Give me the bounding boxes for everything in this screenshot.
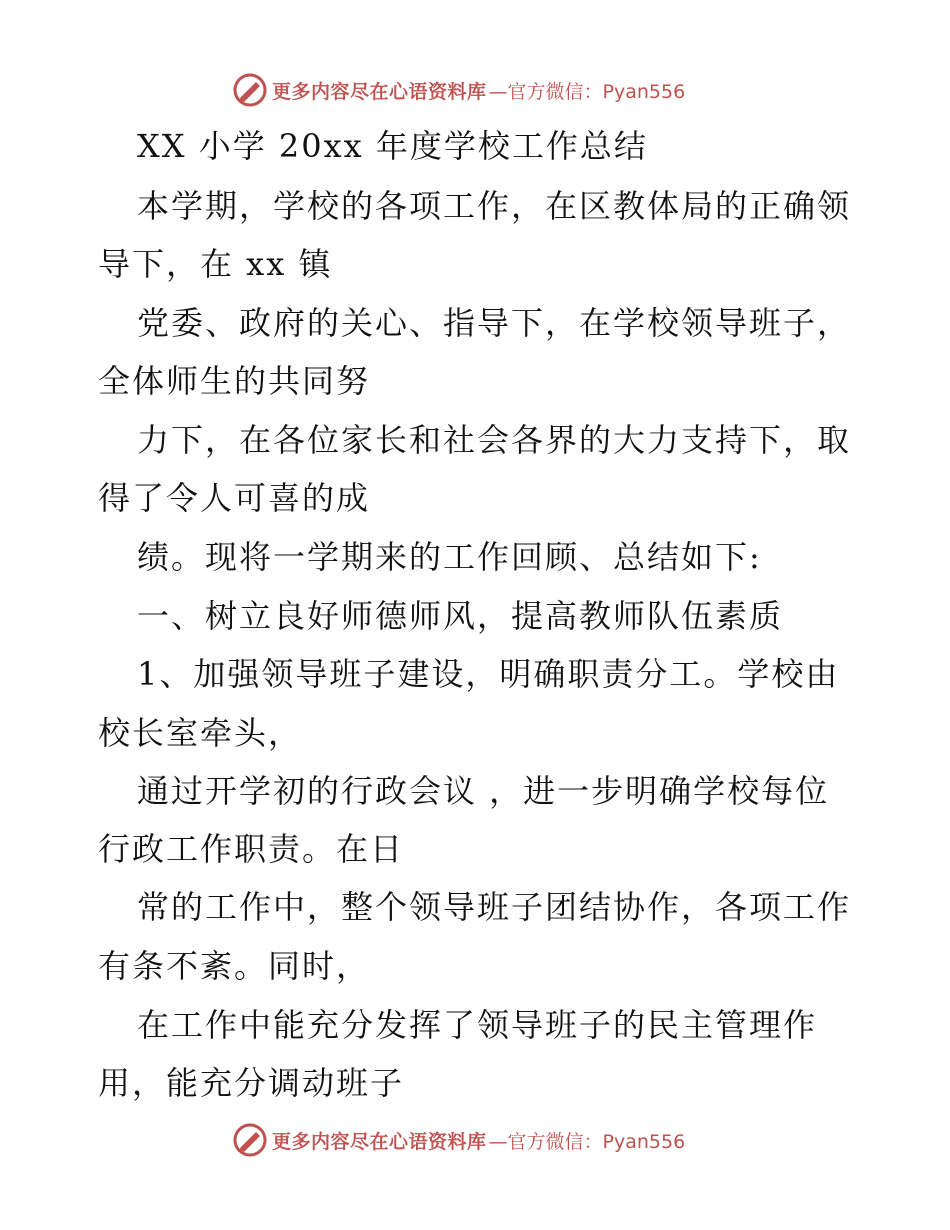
section-heading: 一、树立良好师德师风，提高教师队伍素质 — [137, 597, 784, 635]
paragraph-line: 用，能充分调动班子 — [98, 1064, 405, 1102]
paragraph-line: 绩。现将一学期来的工作回顾、总结如下: — [137, 538, 762, 576]
pen-circle-logo-icon — [232, 72, 268, 108]
paragraph-line: 校长室牵头， — [98, 714, 303, 752]
document-title: XX 小学 20xx 年度学校工作总结 — [137, 127, 648, 165]
pen-circle-logo-icon — [232, 1122, 268, 1158]
paragraph-line: 全体师生的共同努 — [98, 362, 371, 400]
watermark-sub-text: —官方微信：Pyan556 — [488, 80, 686, 103]
paragraph-line: 得了令人可喜的成 — [98, 479, 371, 517]
watermark-main-text: 更多内容尽在心语资料库 — [272, 80, 487, 103]
paragraph-line: 导下，在 xx 镇 — [98, 245, 333, 283]
watermark-footer — [232, 1120, 685, 1160]
paragraph-line: 在工作中能充分发挥了领导班子的民主管理作 — [137, 1006, 818, 1044]
watermark-header — [232, 70, 685, 110]
paragraph-line: 1、加强领导班子建设，明确职责分工。学校由 — [137, 655, 840, 693]
paragraph-line: 党委、政府的关心、指导下，在学校领导班子， — [137, 304, 852, 342]
paragraph-line: 行政工作职责。在日 — [98, 830, 405, 868]
paragraph-line: 有条不紊。同时， — [98, 947, 371, 985]
watermark-sub-text: —官方微信：Pyan556 — [488, 1130, 686, 1153]
paragraph-line: 力下，在各位家长和社会各界的大力支持下，取 — [137, 421, 852, 459]
paragraph-line: 常的工作中，整个领导班子团结协作，各项工作 — [137, 888, 852, 926]
paragraph-line: 本学期，学校的各项工作，在区教体局的正确领 — [137, 187, 852, 225]
paragraph-line: 通过开学初的行政会议 ，进一步明确学校每位 — [137, 772, 830, 810]
watermark-main-text: 更多内容尽在心语资料库 — [272, 1130, 487, 1153]
